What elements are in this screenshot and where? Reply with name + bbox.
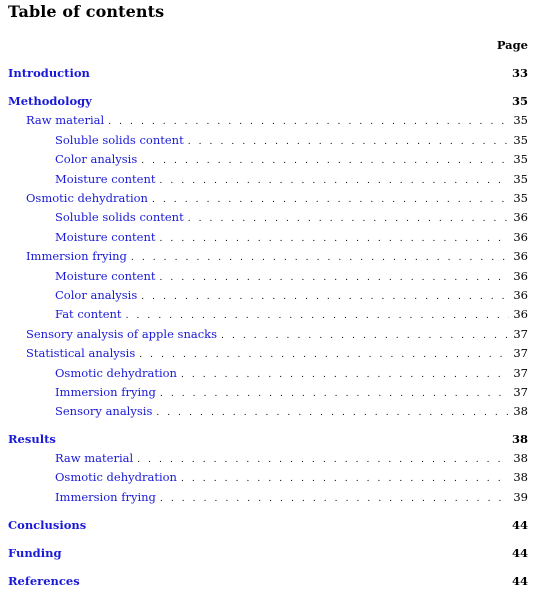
toc-entry-link[interactable]: Funding	[8, 546, 62, 560]
toc-page-number: 38	[511, 432, 528, 446]
toc-entry-link[interactable]: Raw material	[26, 113, 105, 127]
toc-entry[interactable]	[8, 517, 528, 533]
toc-page-number: 36	[513, 307, 528, 321]
toc-entry[interactable]	[8, 132, 528, 148]
toc-entry[interactable]	[8, 345, 528, 361]
dot-leader	[160, 270, 510, 286]
dot-leader	[160, 173, 510, 189]
toc-page-number: 38	[513, 451, 528, 465]
toc-page-number: 39	[513, 490, 528, 504]
toc-page-number: 35	[513, 113, 528, 127]
toc-entry[interactable]	[8, 489, 528, 505]
toc-entry-link[interactable]: Color analysis	[55, 288, 138, 302]
toc-entry-link[interactable]: Color analysis	[55, 152, 138, 166]
toc-page-number: 37	[513, 366, 528, 380]
dot-leader	[160, 386, 509, 402]
toc-page-number: 37	[513, 385, 528, 399]
toc-entry-link[interactable]: Soluble solids content	[55, 210, 184, 224]
dot-leader	[126, 308, 510, 324]
dot-leader	[188, 211, 510, 227]
toc-entry[interactable]	[8, 268, 528, 284]
toc-entry[interactable]	[8, 151, 528, 167]
toc-entry[interactable]	[8, 450, 528, 466]
toc-entry-link[interactable]: Sensory analysis of apple snacks	[26, 327, 218, 341]
toc-entry[interactable]	[8, 229, 528, 245]
dot-leader	[181, 367, 509, 383]
toc-entry-link[interactable]: Osmotic dehydration	[55, 366, 177, 380]
toc-entry[interactable]	[8, 171, 528, 187]
toc-entry-link[interactable]: Osmotic dehydration	[26, 191, 148, 205]
toc-page-number: 37	[513, 327, 528, 341]
dot-leader	[141, 153, 509, 169]
toc-entry[interactable]	[8, 306, 528, 322]
toc-entry[interactable]	[8, 431, 528, 447]
dot-leader	[188, 134, 510, 150]
dot-leader	[152, 192, 509, 208]
toc-entry[interactable]	[8, 112, 528, 128]
toc-entry-link[interactable]: Immersion frying	[26, 249, 127, 263]
dot-leader	[141, 289, 509, 305]
toc-page-number: 37	[513, 346, 528, 360]
toc-page-number: 35	[513, 133, 528, 147]
dot-leader	[108, 114, 509, 130]
toc-entry-link[interactable]: Methodology	[8, 94, 92, 108]
dot-leader	[221, 328, 509, 344]
toc-entry-link[interactable]: References	[8, 574, 80, 588]
toc-page-number: 44	[511, 518, 528, 532]
toc-entry[interactable]	[8, 209, 528, 225]
toc-entry-link[interactable]: Immersion frying	[55, 490, 156, 504]
toc-page-number: 36	[513, 230, 528, 244]
dot-leader	[181, 471, 509, 487]
toc-page-number: 44	[511, 574, 528, 588]
toc-entry[interactable]	[8, 365, 528, 381]
toc-entry-link[interactable]: Moisture content	[55, 172, 156, 186]
toc-page-number: 36	[513, 210, 528, 224]
dot-leader	[139, 347, 509, 363]
toc-entry[interactable]	[8, 65, 528, 81]
toc-page-number: 36	[513, 269, 528, 283]
toc-page-number: 44	[511, 546, 528, 560]
toc-page-number: 35	[513, 172, 528, 186]
toc-entry-link[interactable]: Results	[8, 432, 56, 446]
toc-entry[interactable]	[8, 384, 528, 400]
toc-page-number: 35	[513, 191, 528, 205]
toc-page-number: 35	[511, 94, 528, 108]
toc-entry[interactable]	[8, 248, 528, 264]
toc-entry[interactable]	[8, 326, 528, 342]
toc-entry-link[interactable]: Conclusions	[8, 518, 87, 532]
toc-entry-link[interactable]: Moisture content	[55, 230, 156, 244]
toc-entry[interactable]	[8, 403, 528, 419]
page-title: Table of contents	[8, 2, 165, 21]
toc-entry[interactable]	[8, 469, 528, 485]
toc-page-number: 38	[513, 404, 528, 418]
toc-entry-link[interactable]: Introduction	[8, 66, 90, 80]
toc-entry[interactable]	[8, 573, 528, 589]
toc-entry-link[interactable]: Immersion frying	[55, 385, 156, 399]
toc-entry-link[interactable]: Statistical analysis	[26, 346, 136, 360]
toc-entry-link[interactable]: Soluble solids content	[55, 133, 184, 147]
toc-page-number: 33	[511, 66, 528, 80]
toc-entry[interactable]	[8, 545, 528, 561]
toc-entry-link[interactable]: Osmotic dehydration	[55, 470, 177, 484]
toc-list	[8, 0, 528, 596]
dot-leader	[160, 491, 509, 507]
toc-entry-link[interactable]: Fat content	[55, 307, 122, 321]
toc-page-number: 35	[513, 152, 528, 166]
toc-entry-link[interactable]: Raw material	[55, 451, 134, 465]
dot-leader	[160, 231, 510, 247]
dot-leader	[131, 250, 509, 266]
toc-entry-link[interactable]: Sensory analysis	[55, 404, 153, 418]
toc-entry-link[interactable]: Moisture content	[55, 269, 156, 283]
toc-entry[interactable]	[8, 287, 528, 303]
toc-page-number: 36	[513, 288, 528, 302]
toc-page-number: 36	[513, 249, 528, 263]
toc-entry[interactable]	[8, 93, 528, 109]
toc-entry[interactable]	[8, 190, 528, 206]
page-column-header: Page	[496, 38, 528, 52]
dot-leader	[137, 452, 509, 468]
dot-leader	[156, 405, 509, 421]
toc-page-number: 38	[513, 470, 528, 484]
